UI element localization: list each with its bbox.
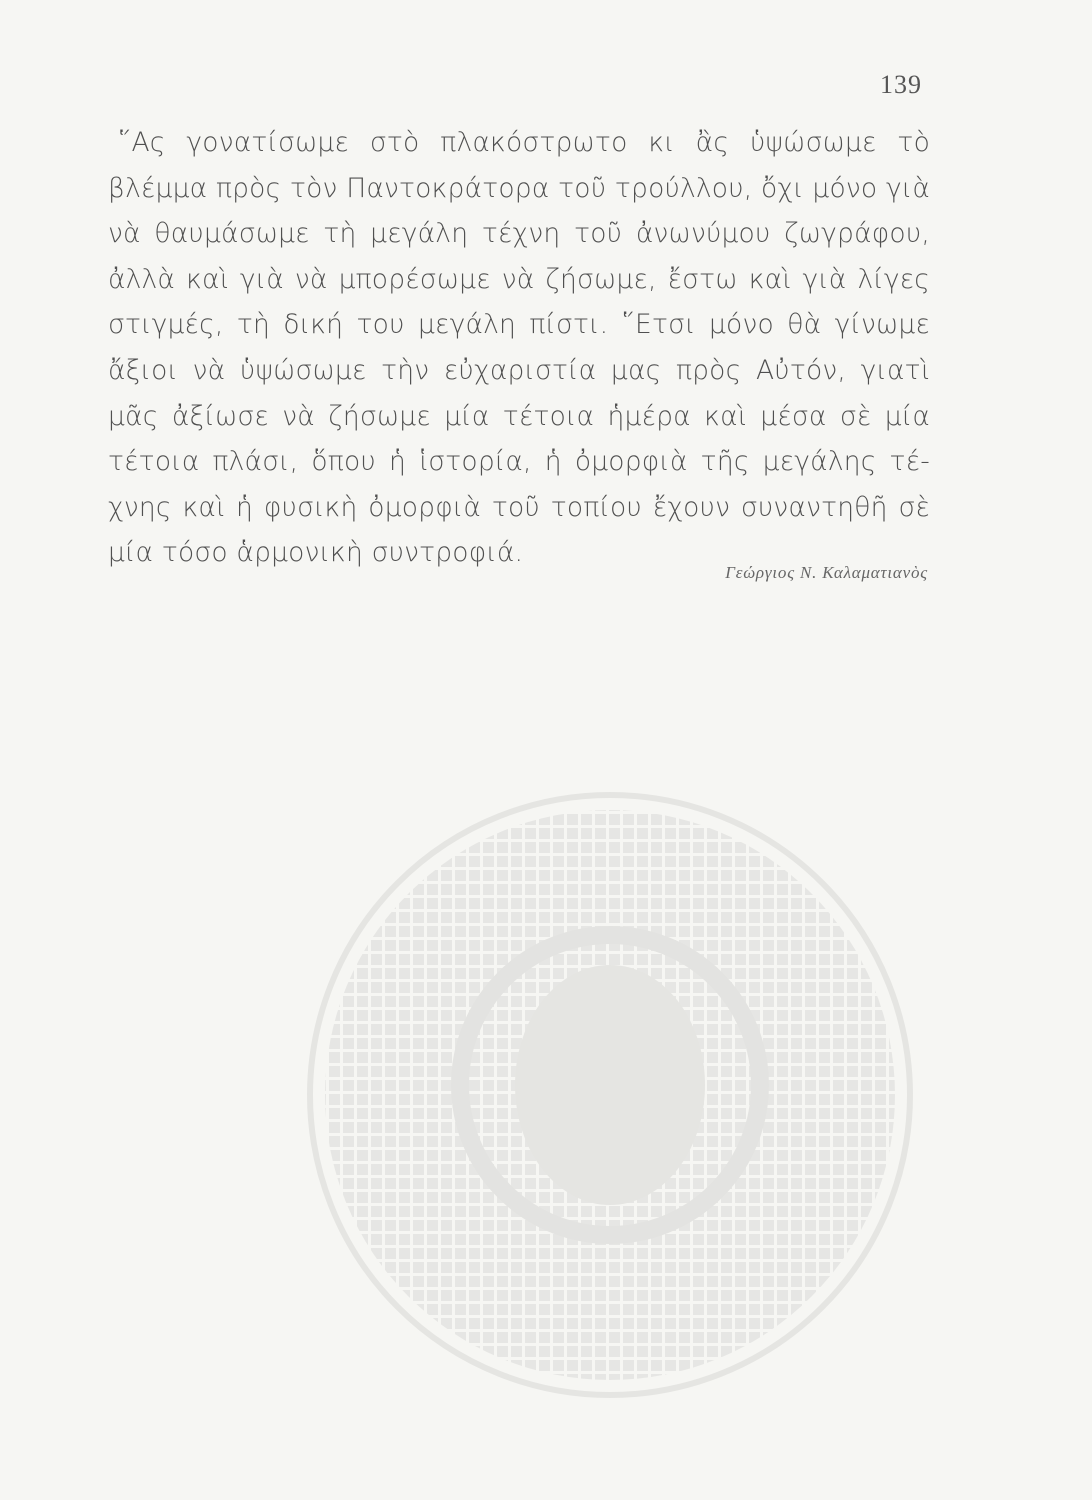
mosaic-bleedthrough-image — [300, 785, 920, 1405]
text-line: ἄξιοι νὰ ὑψώσωμε τὴν εὐχαριστία μας πρὸς Αὐτόν, γιατὶ — [108, 354, 930, 386]
text-line: ἀλλὰ καὶ γιὰ νὰ μπορέσωμε νὰ ζήσωμε, ἔστω καὶ γιὰ λίγες — [108, 263, 930, 295]
text-line: νὰ θαυμάσωμε τὴ μεγάλη τέχνη τοῦ ἀνωνύμου ζωγράφου, — [108, 218, 930, 250]
text-line: βλέμμα πρὸς τὸν Παντοκράτορα τοῦ τρούλλου, ὄχι μόνο γιὰ — [108, 172, 930, 204]
text-line: μᾶς ἀξίωσε νὰ ζήσωμε μία τέτοια ἡμέρα καὶ μέσα σὲ μία — [108, 400, 930, 432]
text-line: μία τόσο ἁρμονικὴ συντροφιά. — [108, 537, 524, 569]
text-line: τέτοια πλάσι, ὅπου ἡ ἱστορία, ἡ ὀμορφιὰ τῆς μεγάλης τέ- — [108, 446, 930, 478]
text-line: ῞Ας γονατίσωμε στὸ πλακόστρωτο κι ἂς ὑψώσωμε τὸ — [118, 127, 930, 158]
author-signature: Γεώργιος Ν. Καλαματιανὸς — [725, 563, 928, 582]
text-line: στιγμές, τὴ δική του μεγάλη πίστι. ῞Ετσι μόνο θὰ γίνωμε — [108, 309, 930, 341]
body-paragraph — [108, 120, 930, 576]
page-number: 139 — [880, 70, 922, 99]
text-line: χνης καὶ ἡ φυσικὴ ὀμορφιὰ τοῦ τοπίου ἔχουν συναντηθῆ σὲ — [108, 491, 930, 523]
